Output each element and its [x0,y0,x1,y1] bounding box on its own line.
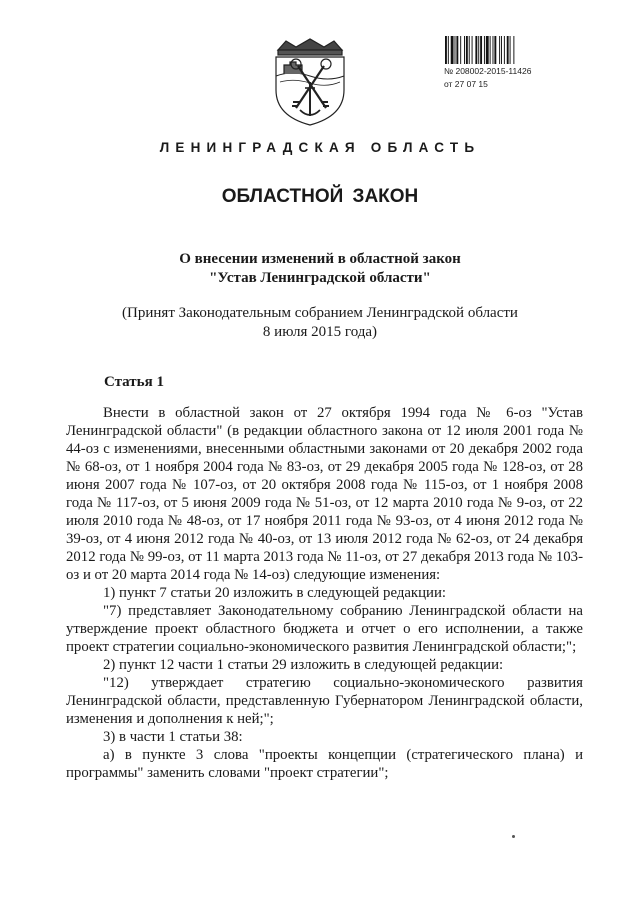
law-body [66,404,583,782]
article-heading: Статья 1 [104,374,164,390]
adoption-note-line-1: (Принят Законодательным собранием Ленинградской области [122,305,518,321]
registration-number: № 208002-2015-11426 [444,66,532,76]
adoption-note-line-2: 8 июля 2015 года) [262,324,378,340]
law-type-heading: ОБЛАСТНОЙ ЗАКОН [221,186,419,207]
coat-of-arms-emblem [272,38,348,126]
law-title-line-1: О внесении изменений в областной закон [179,251,461,267]
registration-block [444,36,566,90]
paragraph: 3) в части 1 статьи 38: [103,729,243,745]
law-title [0,250,640,288]
scan-speck [512,835,515,838]
law-title-line-2: "Устав Ленинградской области" [209,270,431,286]
paragraph: 2) пункт 12 части 1 статьи 29 изложить в следующей редакции: [103,657,504,673]
registration-date: от 27 07 15 [444,79,488,89]
paragraph: "7) представляет Законодательному собранию Ленинградской области на утверждение проект областного бюджета и отчет о его исполнении, а также проект стратегии социально-экономического развития Ленинградской области;"; [66,603,583,655]
paragraph: "12) утверждает стратегию социально-экономического развития Ленинградской области, представленную Губернатором Ленинградской области, изменения и дополнения к ней;"; [66,675,583,727]
paragraph: 1) пункт 7 статьи 20 изложить в следующей редакции: [103,585,446,601]
paragraph: а) в пункте 3 слова "проекты концепции (стратегического плана) и программы" заменить словами "проект стратегии"; [66,747,583,781]
region-heading: ЛЕНИНГРАДСКАЯ ОБЛАСТЬ [159,140,481,155]
barcode [444,36,566,64]
adoption-note [0,304,640,342]
paragraph: Внести в областной закон от 27 октября 1994 года № 6-оз "Устав Ленинградской области" (в редакции областного закона от 12 июля 2001 года № 44-оз с изменениями, внесенными областными законами от 20 декабря 2002 года № 68-оз, от 1 ноября 2004 года № 83-оз, от 29 декабря 2005 года № 128-оз, от 28 июня 2007 года № 107-оз, от 20 октября 2008 года № 115-оз, от 1 ноября 2008 года № 117-оз, от 5 июня 2009 года № 51-оз, от 12 марта 2010 года № 9-оз, от 22 июля 2010 года № 48-оз, от 17 ноября 2011 года № 93-оз, от 4 июня 2012 года № 39-оз, от 4 июня 2012 года № 40-оз, от 13 июля 2012 года № 62-оз, от 24 декабря 2012 года № 99-оз, от 11 марта 2013 года № 11-оз, от 27 декабря 2013 года № 103-оз и от 20 марта 2014 года № 14-оз) следующие изменения: [66,405,583,583]
